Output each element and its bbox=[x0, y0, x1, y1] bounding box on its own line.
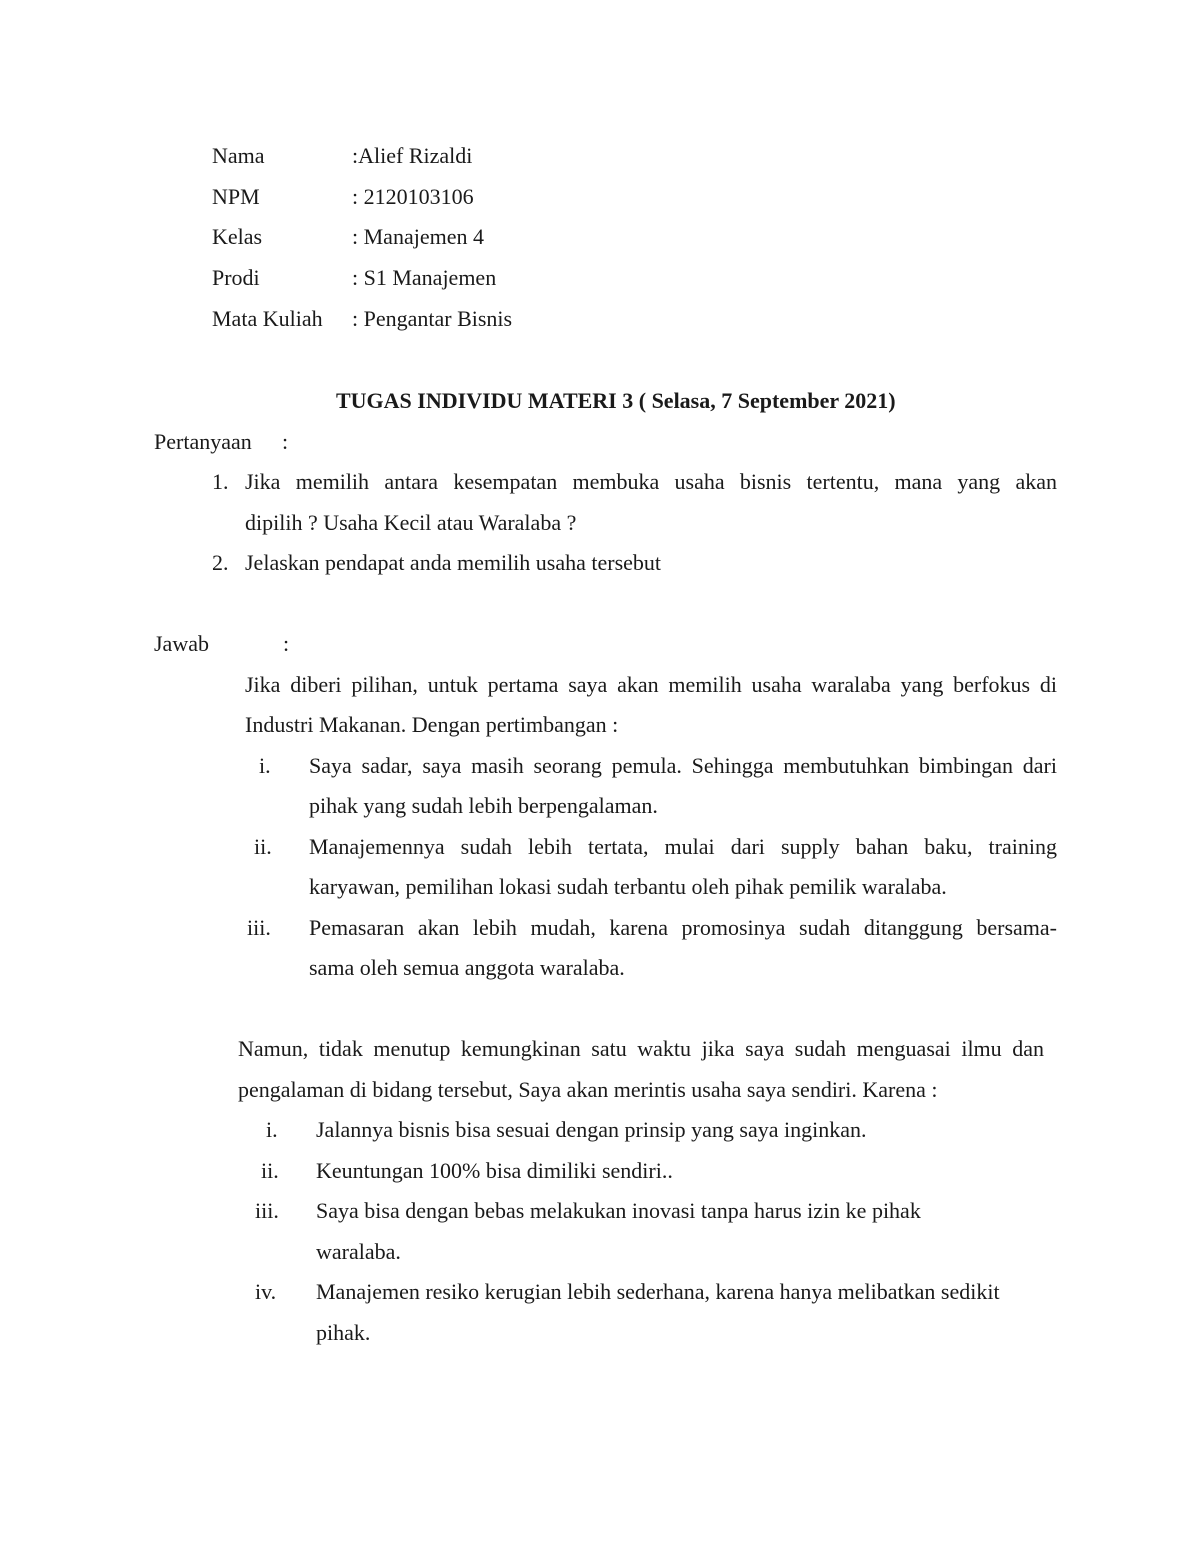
question-text-line: dipilih ? Usaha Kecil atau Waralaba ? bbox=[245, 510, 577, 535]
question-text-line: Jelaskan pendapat anda memilih usaha tersebut bbox=[245, 550, 662, 575]
identity-label-nama: Nama bbox=[212, 143, 265, 168]
question-number: 2. bbox=[212, 550, 229, 575]
reason-text-line: Manajemennya sudah lebih tertata, mulai dari supply bahan baku, training bbox=[309, 834, 1057, 859]
identity-label-npm: NPM bbox=[212, 184, 260, 209]
question-text-line: Jika memilih antara kesempatan membuka usaha bisnis tertentu, mana yang akan bbox=[245, 469, 1057, 494]
own-reason-text-line: Jalannya bisnis bisa sesuai dengan prinsip yang saya inginkan. bbox=[316, 1117, 867, 1142]
identity-label-mata-kuliah: Mata Kuliah bbox=[212, 306, 323, 331]
own-reason-text-line: pihak. bbox=[316, 1320, 371, 1345]
reason-text-line: sama oleh semua anggota waralaba. bbox=[309, 955, 625, 980]
answer-intro-line: Industri Makanan. Dengan pertimbangan : bbox=[245, 712, 619, 737]
identity-label-prodi: Prodi bbox=[212, 265, 260, 290]
answer-intro-line: Jika diberi pilihan, untuk pertama saya akan memilih usaha waralaba yang berfokus di bbox=[245, 672, 1057, 697]
reason-number: i. bbox=[259, 753, 271, 778]
own-reason-text-line: waralaba. bbox=[316, 1239, 401, 1264]
questions-colon: : bbox=[282, 429, 289, 454]
own-reason-number: iii. bbox=[255, 1198, 279, 1223]
own-reason-number: i. bbox=[266, 1117, 278, 1142]
answer-second-line: Namun, tidak menutup kemungkinan satu waktu jika saya sudah menguasai ilmu dan bbox=[238, 1036, 1044, 1061]
answer-label: Jawab bbox=[154, 631, 209, 656]
reason-number: ii. bbox=[254, 834, 272, 859]
identity-label-kelas: Kelas bbox=[212, 224, 263, 249]
own-reason-number: ii. bbox=[261, 1158, 279, 1183]
own-reason-text-line: Saya bisa dengan bebas melakukan inovasi tanpa harus izin ke pihak bbox=[316, 1198, 921, 1223]
reason-number: iii. bbox=[247, 915, 271, 940]
identity-value-kelas: : Manajemen 4 bbox=[352, 224, 484, 249]
reason-text-line: karyawan, pemilihan lokasi sudah terbantu oleh pihak pemilik waralaba. bbox=[309, 874, 947, 899]
question-number: 1. bbox=[212, 469, 229, 494]
answer-colon: : bbox=[283, 631, 290, 656]
identity-value-mata-kuliah: : Pengantar Bisnis bbox=[352, 306, 513, 331]
identity-value-nama: :Alief Rizaldi bbox=[352, 143, 473, 168]
document-title: TUGAS INDIVIDU MATERI 3 ( Selasa, 7 September 2021) bbox=[336, 388, 896, 413]
own-reason-number: iv. bbox=[255, 1279, 277, 1304]
reason-text-line: pihak yang sudah lebih berpengalaman. bbox=[309, 793, 658, 818]
identity-value-prodi: : S1 Manajemen bbox=[352, 265, 497, 290]
own-reason-text-line: Manajemen resiko kerugian lebih sederhana, karena hanya melibatkan sedikit bbox=[316, 1279, 1000, 1304]
identity-value-npm: : 2120103106 bbox=[352, 184, 474, 209]
own-reason-text-line: Keuntungan 100% bisa dimiliki sendiri.. bbox=[316, 1158, 673, 1183]
reason-text-line: Saya sadar, saya masih seorang pemula. Sehingga membutuhkan bimbingan dari bbox=[309, 753, 1057, 778]
answer-second-line: pengalaman di bidang tersebut, Saya akan merintis usaha saya sendiri. Karena : bbox=[238, 1077, 938, 1102]
reason-text-line: Pemasaran akan lebih mudah, karena promosinya sudah ditanggung bersama- bbox=[309, 915, 1057, 940]
questions-label: Pertanyaan bbox=[154, 429, 252, 454]
